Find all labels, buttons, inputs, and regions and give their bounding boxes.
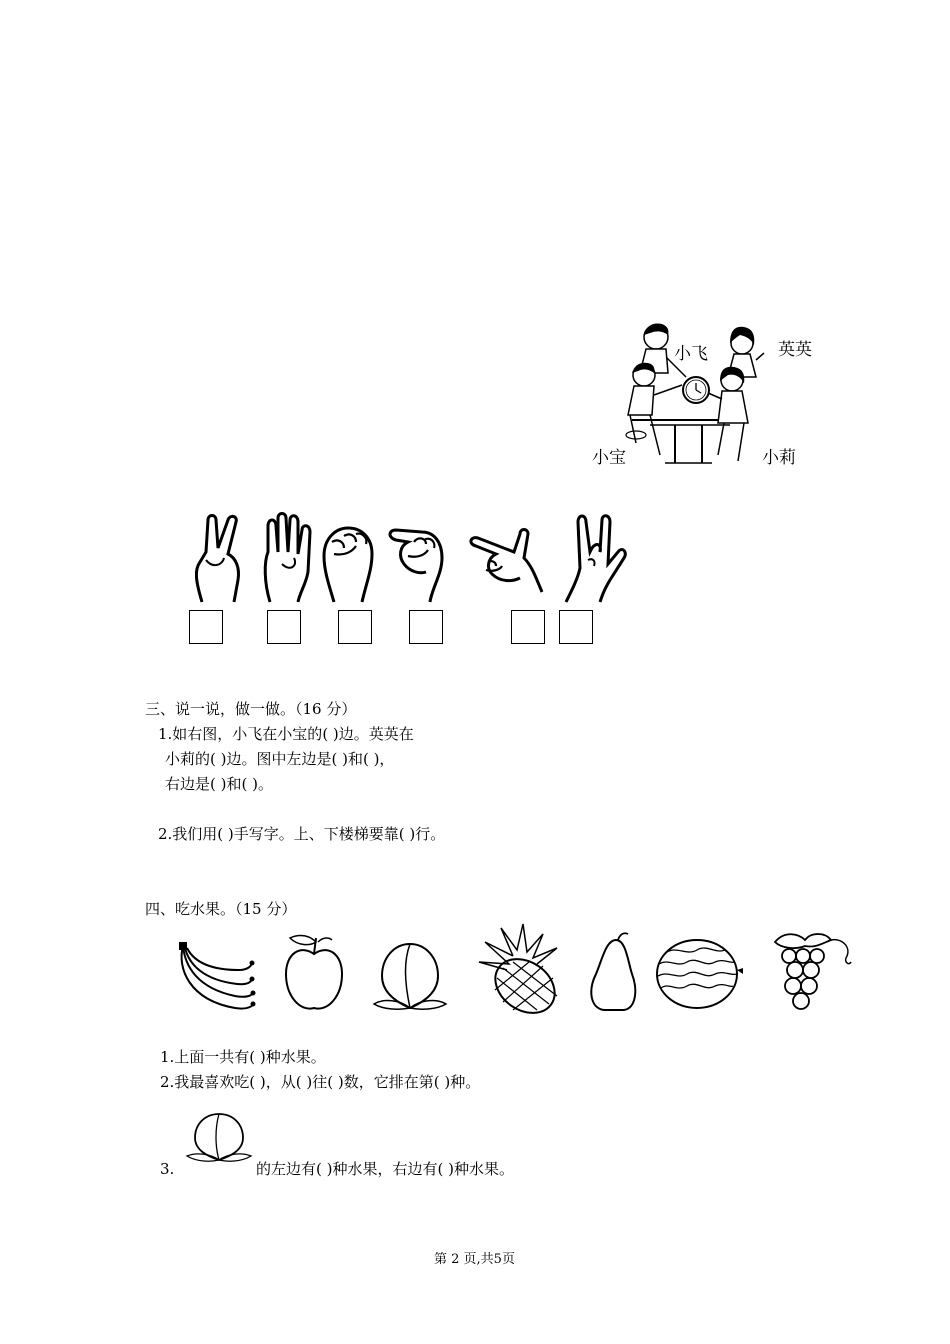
page-footer: 第 2 页,共5页 [434, 1252, 515, 1267]
section4-q2: 2.我最喜欢吃( )，从( )往( )数，它排在第( )种。 [160, 1073, 481, 1091]
two-fingers-hand-icon [188, 512, 248, 604]
label-xiaoli: 小莉 [762, 448, 796, 468]
grapes-icon [765, 926, 855, 1016]
label-yingying: 英英 [778, 340, 812, 360]
section3-q1-line1: 1.如右图，小飞在小宝的( )边。英英在 [158, 725, 414, 743]
banana-icon [175, 938, 260, 1018]
horns-hand-icon [558, 512, 628, 604]
section4-q3-text: 的左边有( )种水果，右边有( )种水果。 [256, 1160, 514, 1178]
section3-q1-line2: 小莉的( )边。图中左边是( )和( )， [165, 750, 395, 768]
answer-box-5[interactable] [511, 610, 545, 644]
section3-title: 三、说一说，做一做。（16 分） [145, 700, 357, 718]
answer-box-3[interactable] [338, 610, 372, 644]
peach-icon [370, 930, 450, 1015]
pointing-hand-icon [466, 512, 548, 604]
answer-box-1[interactable] [189, 610, 223, 644]
answer-box-4[interactable] [409, 610, 443, 644]
four-fingers-hand-icon [260, 512, 320, 604]
thumb-left-hand-icon [386, 512, 452, 604]
section3-q1-line3: 右边是( )和( )。 [165, 775, 273, 793]
label-xiaobao: 小宝 [592, 448, 626, 468]
pear-icon [580, 930, 640, 1015]
apple-icon [280, 930, 350, 1015]
hand-gestures-row [180, 512, 640, 607]
fruits-row [175, 930, 865, 1015]
answer-box-6[interactable] [559, 610, 593, 644]
section4-q1: 1.上面一共有( )种水果。 [160, 1048, 326, 1066]
section4-q3-number: 3. [160, 1160, 175, 1178]
answer-box-2[interactable] [267, 610, 301, 644]
watermelon-icon [653, 934, 743, 1014]
label-xiaofei: 小飞 [674, 344, 708, 364]
fist-hand-icon [322, 512, 382, 604]
clock-scene [590, 315, 830, 475]
section4-title: 四、吃水果。（15 分） [145, 900, 297, 918]
section3-q2: 2.我们用( )手写字。上、下楼梯要靠( )行。 [158, 825, 446, 843]
peach-small-icon [185, 1108, 255, 1166]
pineapple-icon [473, 924, 563, 1014]
